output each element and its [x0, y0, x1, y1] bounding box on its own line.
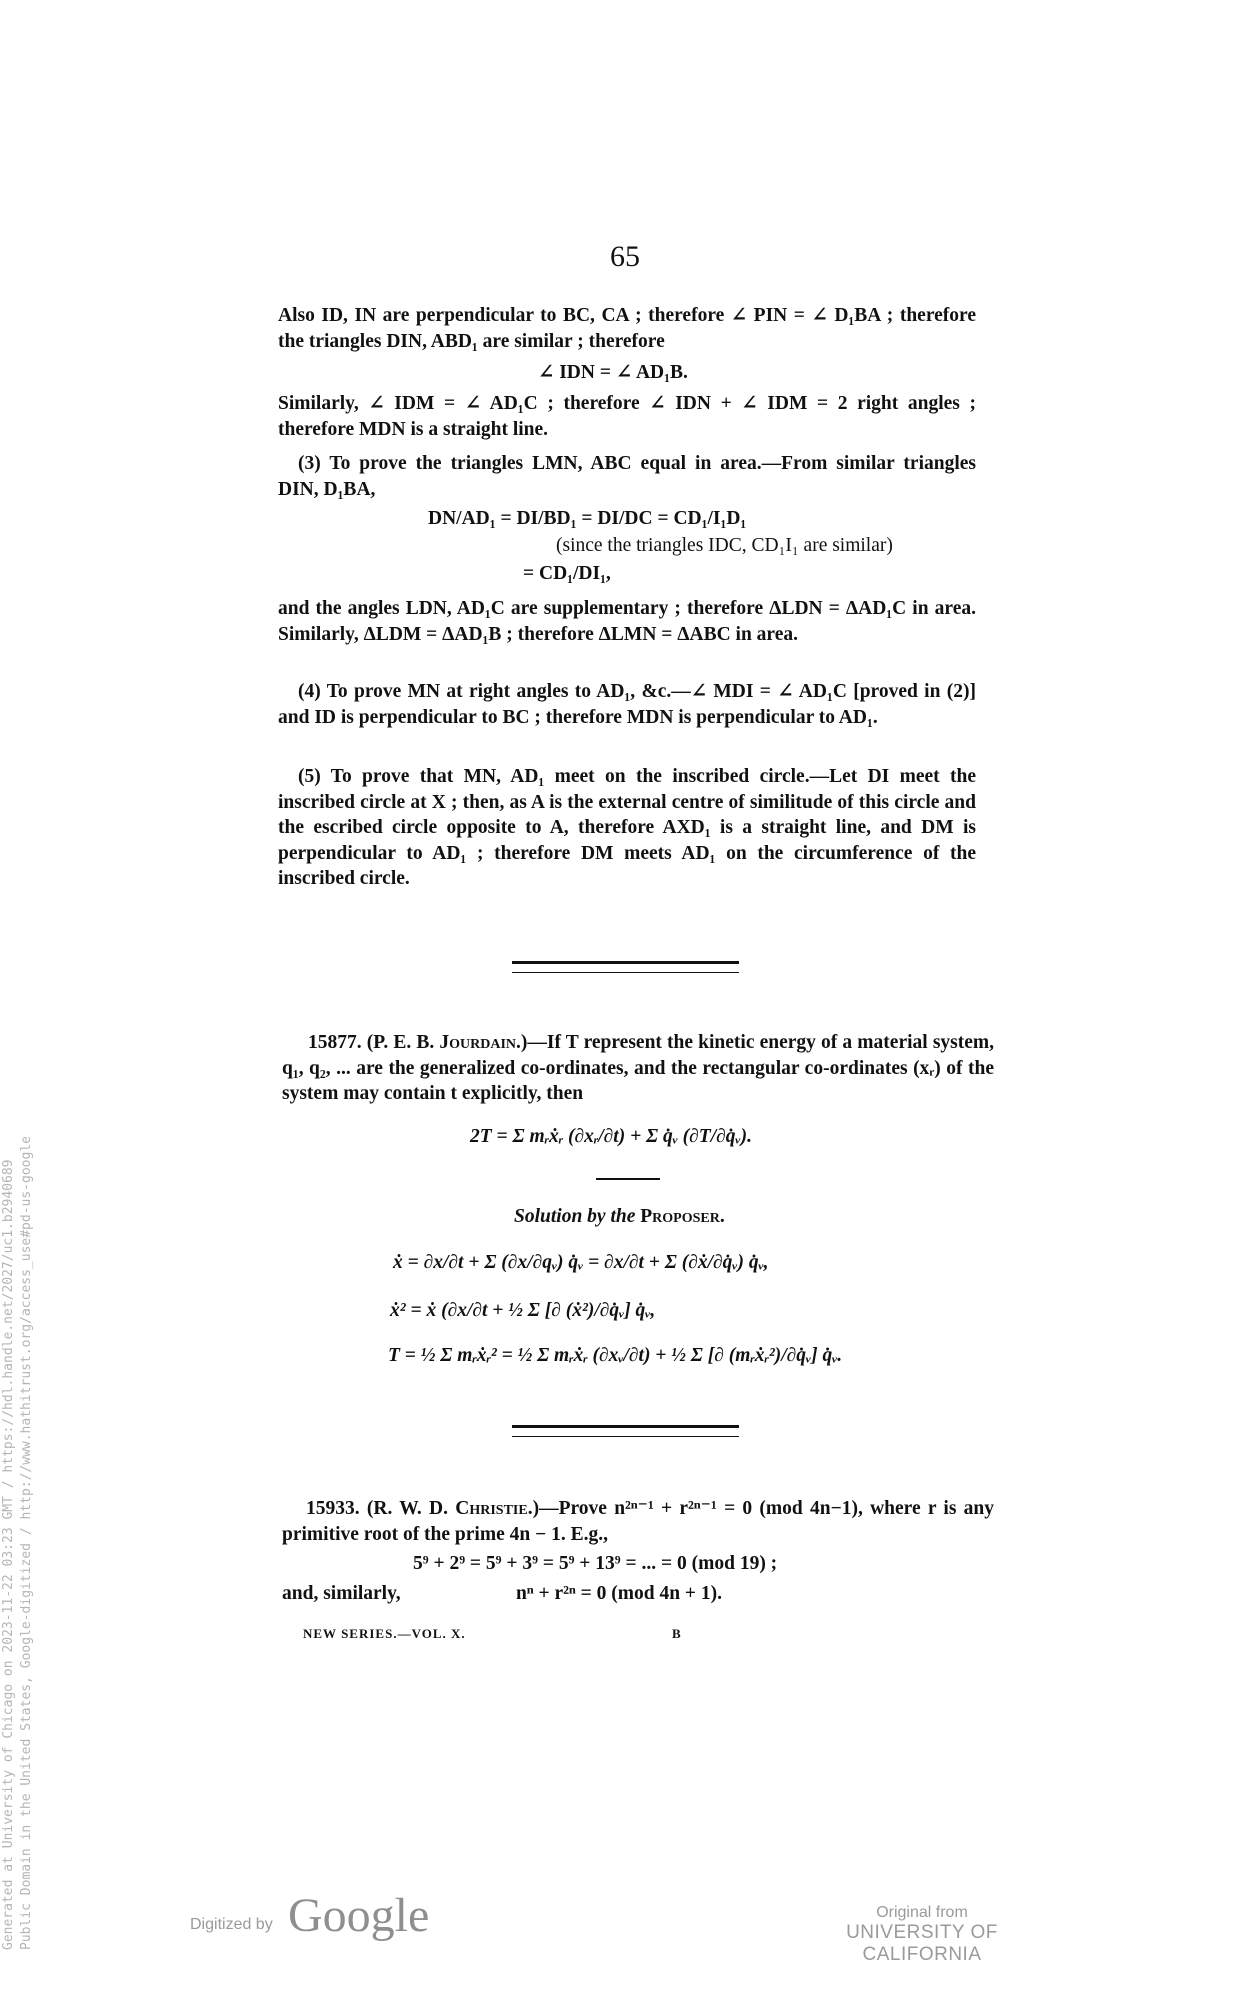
- paragraph-similarly: Similarly, ∠ IDM = ∠ AD₁C ; therefore ∠ IDN + ∠ IDM = 2 right angles ; therefore MDN is a straight line.: [278, 393, 976, 440]
- equation-idn: ∠ IDN = ∠ AD₁B.: [538, 362, 688, 383]
- watermark-line-1: Generated at University of Chicago on 2023-11-22 03:23 GMT / https://hdl.handle.net/2027/uc1.b2940689: [1, 1159, 16, 1950]
- question-author: (P. E. B. Jourdain.): [366, 1032, 528, 1053]
- question-number: 15933.: [306, 1498, 360, 1519]
- solution-equation-1: ẋ = ∂x/∂t + Σ (∂x/∂qᵥ) q̇ᵥ = ∂x/∂t + Σ (∂ẋ/∂q̇ᵥ) q̇ᵥ,: [393, 1252, 769, 1273]
- equation-ratios: DN/AD₁ = DI/BD₁ = DI/DC = CD₁/I₁D₁: [428, 508, 747, 529]
- original-from-label: Original from: [876, 1904, 968, 1921]
- series-footer: NEW SERIES.—VOL. X.: [303, 1626, 466, 1641]
- question-statement: —If T represent the kinetic energy of a material system, q₁, q₂, ... are the generalized co-ordinates, and the rectangular co-ordinates (xᵣ) of the system may contain t explicitly, then: [282, 1032, 995, 1104]
- paragraph-right-angles: (4) To prove MN at right angles to AD₁, &c.—∠ MDI = ∠ AD₁C [proved in (2)] and ID is perpendicular to BC ; therefore MDN is perpendicular to AD₁.: [278, 681, 976, 728]
- question-15933: [282, 1496, 994, 1547]
- paragraph-perpendicular: Also ID, IN are perpendicular to BC, CA ; therefore ∠ PIN = ∠ D₁BA ; therefore the triangles DIN, ABD₁ are similar ; therefore: [278, 305, 976, 352]
- google-logo: Google: [288, 1889, 430, 1942]
- equation-mod-4n-plus-1: nⁿ + r²ⁿ = 0 (mod 4n + 1).: [516, 1583, 723, 1604]
- short-divider: [596, 1178, 660, 1180]
- solution-equation-3: T = ½ Σ mᵣẋᵣ² = ½ Σ mᵣẋᵣ (∂xᵥ/∂t) + ½ Σ [∂ (mᵣẋᵣ²)/∂q̇ᵥ] q̇ᵥ.: [388, 1345, 843, 1366]
- hathitrust-watermark: [0, 1136, 36, 1950]
- digitized-by-label: Digitized by: [190, 1916, 273, 1933]
- question-15877: [282, 1030, 994, 1107]
- question-statement: —Prove n²ⁿ⁻¹ + r²ⁿ⁻¹ = 0 (mod 4n−1), where r is any primitive root of the prime 4n − 1. E.g.,: [282, 1498, 995, 1545]
- solution-heading: [514, 1206, 725, 1228]
- section-divider: [512, 1425, 739, 1437]
- paragraph-supplementary: and the angles LDN, AD₁C are supplementary ; therefore ΔLDN = ΔAD₁C in area. Similarly, ΔLDM = ΔAD₁B ; therefore ΔLMN = ΔABC in area.: [278, 598, 976, 645]
- signature-mark: B: [672, 1626, 681, 1641]
- original-from-block: [788, 1904, 1056, 1966]
- equation-kinetic-energy: 2T = Σ mᵣẋᵣ (∂xᵣ/∂t) + Σ q̇ᵥ (∂T/∂q̇ᵥ).: [470, 1126, 752, 1147]
- question-author: (R. W. D. Christie.): [366, 1498, 540, 1519]
- paragraph-prove-area: (3) To prove the triangles LMN, ABC equal in area.—From similar triangles DIN, D₁BA,: [278, 453, 976, 500]
- question-number: 15877.: [308, 1032, 362, 1053]
- paragraph-inscribed-circle: (5) To prove that MN, AD₁ meet on the inscribed circle.—Let DI meet the inscribed circle at X ; then, as A is the external centre of similitude of this circle and the escribed circle opposite to A, therefore AXD₁ is a straight line, and DM is perpendicular to AD₁ ; therefore DM meets AD₁ on the circumference of the inscribed circle.: [278, 766, 976, 889]
- equation-similarly-label: and, similarly,: [282, 1583, 401, 1604]
- watermark-line-2: Public Domain in the United States, Google-digitized / http://www.hathitrust.org/access_use#pd-us-google: [19, 1136, 34, 1950]
- section-divider: [512, 961, 739, 973]
- solution-equation-2: ẋ² = ẋ (∂x/∂t + ½ Σ [∂ (ẋ²)/∂q̇ᵥ] q̇ᵥ,: [390, 1300, 656, 1321]
- page-number: 65: [610, 240, 640, 273]
- equation-note: (since the triangles IDC, CD₁I₁ are similar): [556, 535, 893, 556]
- equation-mod-19: 5⁹ + 2⁹ = 5⁹ + 3⁹ = 5⁹ + 13⁹ = ... = 0 (mod 19) ;: [413, 1553, 778, 1574]
- equation-cd-di: = CD₁/DI₁,: [523, 563, 611, 584]
- solution-proposer: Proposer.: [640, 1206, 725, 1227]
- university-name: UNIVERSITY OF CALIFORNIA: [846, 1922, 998, 1965]
- solution-label: Solution by the: [514, 1206, 636, 1227]
